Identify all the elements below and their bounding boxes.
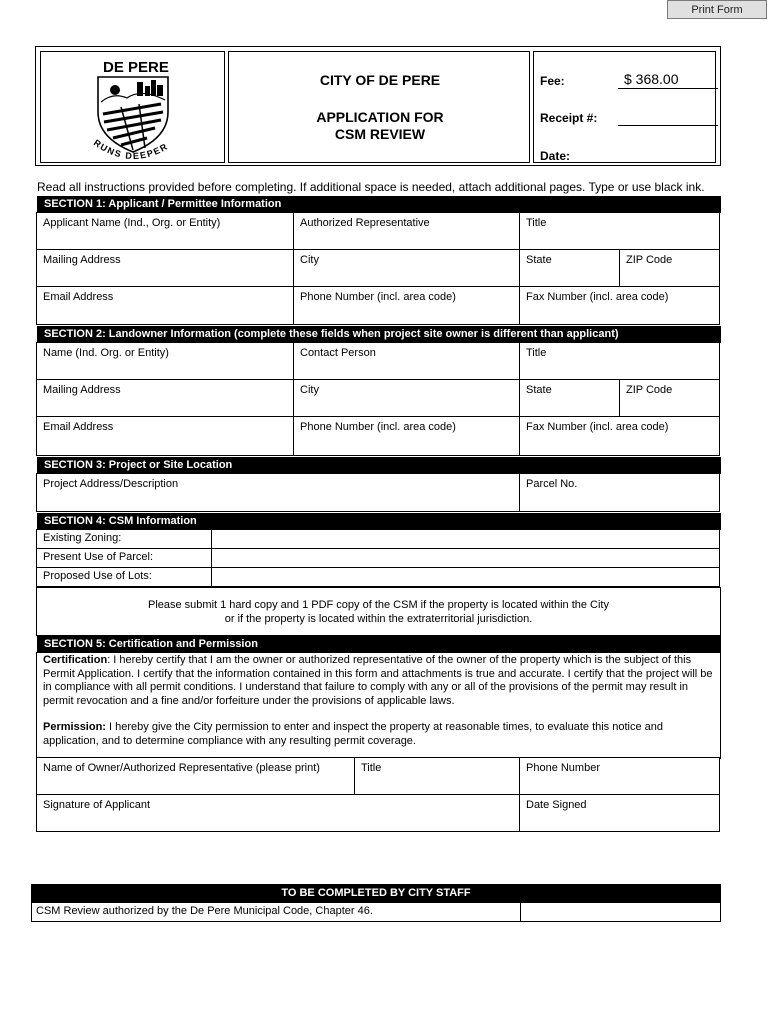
proposed-use-input[interactable] (211, 567, 720, 587)
mailing-address-field[interactable]: Mailing Address (36, 249, 294, 287)
fax-field[interactable]: Fax Number (incl. area code) (519, 286, 720, 325)
fee-label: Fee: (540, 74, 565, 88)
zip-field[interactable]: ZIP Code (619, 249, 720, 287)
print-form-button[interactable]: Print Form (667, 0, 767, 19)
city-field[interactable]: City (293, 249, 520, 287)
section4-header: SECTION 4: CSM Information (37, 513, 721, 530)
staff-review-text: CSM Review authorized by the De Pere Municipal Code, Chapter 46. (31, 902, 521, 922)
certification-panel (36, 652, 721, 759)
landowner-email-field[interactable]: Email Address (36, 416, 294, 456)
fee-underline (618, 88, 718, 89)
date-label: Date: (540, 149, 571, 163)
applicant-name-field[interactable]: Applicant Name (Ind., Org. or Entity) (36, 212, 294, 250)
landowner-state-field[interactable]: State (519, 379, 620, 417)
city-logo (41, 52, 224, 162)
certification-label: Certification (43, 654, 108, 666)
section2-header: SECTION 2: Landowner Information (complete these fields when project site owner is different than applicant) (37, 326, 721, 343)
logo-panel (40, 51, 225, 163)
receipt-field[interactable] (618, 125, 718, 126)
landowner-zip-field[interactable]: ZIP Code (619, 379, 720, 417)
applicant-title-field[interactable]: Title (519, 212, 720, 250)
staff-review-field[interactable] (520, 902, 721, 922)
submission-note-box (36, 587, 721, 636)
email-field[interactable]: Email Address (36, 286, 294, 325)
permission-paragraph (43, 721, 715, 748)
present-use-label: Present Use of Parcel: (36, 548, 212, 568)
form-title-line2: CSM REVIEW (334, 126, 426, 142)
staff-header: TO BE COMPLETED BY CITY STAFF (31, 884, 721, 902)
landowner-city-field[interactable]: City (293, 379, 520, 417)
submission-note-line1: Please submit 1 hard copy and 1 PDF copy of the CSM if the property is located within the City (147, 599, 609, 611)
section5-header: SECTION 5: Certification and Permission (37, 636, 721, 653)
logo-tagline: RUNS DEEPER (91, 137, 171, 162)
certification-paragraph (43, 654, 715, 708)
fee-panel (533, 51, 716, 163)
landowner-title-field[interactable]: Title (519, 342, 720, 380)
permission-text: I hereby give the City permission to enter and inspect the property at reasonable times, to evaluate this notice and application, and to determine compliance with any resulting permit coverage. (43, 721, 664, 747)
owner-phone-field[interactable]: Phone Number (519, 757, 720, 795)
fee-value[interactable]: $ 368.00 (624, 71, 679, 87)
landowner-fax-field[interactable]: Fax Number (incl. area code) (519, 416, 720, 456)
signature-field[interactable]: Signature of Applicant (36, 794, 520, 832)
submission-note-line2: or if the property is located within the extraterritorial jurisdiction. (224, 613, 533, 625)
receipt-label: Receipt #: (540, 111, 598, 125)
form-title-line1: APPLICATION FOR (316, 109, 444, 125)
section1-header: SECTION 1: Applicant / Permittee Information (37, 196, 721, 213)
instructions-text: Read all instructions provided before completing. If additional space is needed, attach additional pages. Type or use black ink. (37, 180, 705, 194)
landowner-name-field[interactable]: Name (Ind. Org. or Entity) (36, 342, 294, 380)
permission-label: Permission: (43, 721, 106, 733)
owner-title-field[interactable]: Title (354, 757, 520, 795)
phone-field[interactable]: Phone Number (incl. area code) (293, 286, 520, 325)
date-signed-field[interactable]: Date Signed (519, 794, 720, 832)
org-title: CITY OF DE PERE (319, 72, 441, 88)
contact-person-field[interactable]: Contact Person (293, 342, 520, 380)
authorized-rep-field[interactable]: Authorized Representative (293, 212, 520, 250)
owner-name-field[interactable]: Name of Owner/Authorized Representative (please print) (36, 757, 355, 795)
present-use-input[interactable] (211, 548, 720, 568)
landowner-phone-field[interactable]: Phone Number (incl. area code) (293, 416, 520, 456)
existing-zoning-input[interactable] (211, 529, 720, 549)
title-panel (228, 51, 530, 163)
section3-header: SECTION 3: Project or Site Location (37, 457, 721, 474)
parcel-number-field[interactable]: Parcel No. (519, 473, 720, 512)
project-address-field[interactable]: Project Address/Description (36, 473, 520, 512)
state-field[interactable]: State (519, 249, 620, 287)
existing-zoning-label: Existing Zoning: (36, 529, 212, 549)
logo-wordmark: DE PERE (103, 59, 169, 76)
proposed-use-label: Proposed Use of Lots: (36, 567, 212, 587)
certification-text: : I hereby certify that I am the owner or authorized representative of the owner of the property which is the subject of this Permit Application. I certify that the information contained in this form and attachments is true and accurate. I certify that the project will be in compliance with all permit conditions. I understand that failure to comply with any or all of the provisions of the permit may result in permit revocation and a fine and/or forfeiture under the provisions of applicable laws. (43, 654, 713, 707)
landowner-mailing-field[interactable]: Mailing Address (36, 379, 294, 417)
